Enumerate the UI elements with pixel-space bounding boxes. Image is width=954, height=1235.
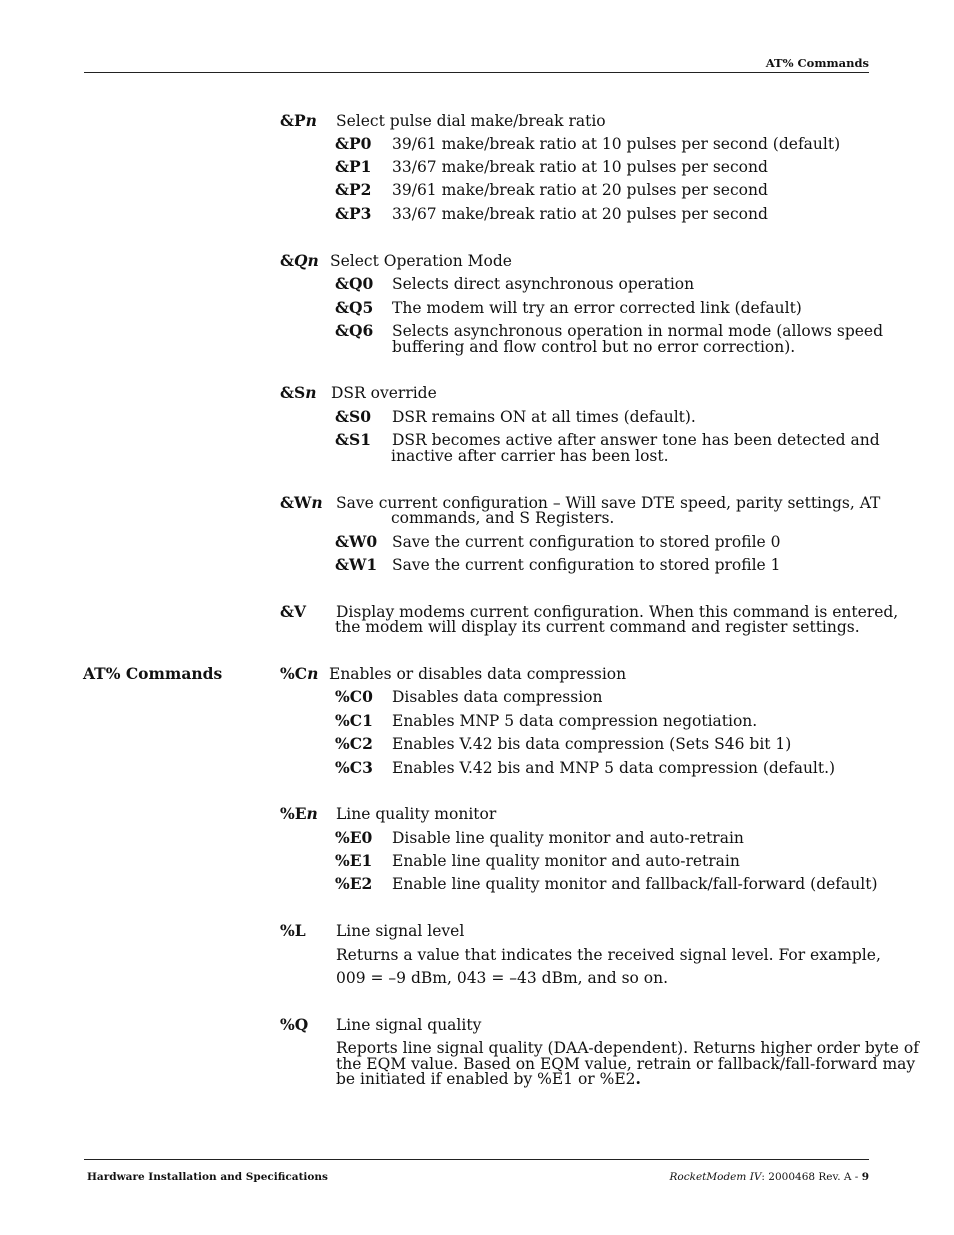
command-code: %L [280, 921, 306, 940]
command-desc-continuation: the modem will display its current command and register settings. [335, 618, 860, 636]
command-desc-continuation: commands, and S Registers. [391, 509, 615, 527]
command-code: %Q [280, 1015, 309, 1034]
section-label: AT% Commands [83, 664, 223, 683]
footer-title: Hardware Installation and Specifications [87, 1171, 328, 1183]
paragraph-line: Reports line signal quality (DAA-dependent). Returns higher order byte of [336, 1039, 919, 1057]
footer-rule [84, 1159, 869, 1160]
paragraph-line: Returns a value that indicates the received signal level. For example, [336, 946, 881, 964]
command-code: &V [280, 602, 307, 621]
paragraph-line: the EQM value. Based on EQM value, retrain or fallback/fall-forward may [336, 1055, 916, 1073]
command-desc: Select Operation Mode [330, 252, 512, 270]
command-code: &Qn [280, 251, 319, 270]
footer-page-info: RocketModem IV: 2000468 Rev. A - 9 [669, 1171, 869, 1183]
paragraph-line: be initiated if enabled by %E1 or %E2. [336, 1069, 641, 1088]
command-desc: Line signal quality [336, 1016, 482, 1034]
command-desc: Display modems current configuration. When this command is entered, [336, 603, 899, 621]
command-desc: Select pulse dial make/break ratio [336, 112, 606, 130]
command-desc: Save current configuration – Will save DTE speed, parity settings, AT [336, 494, 881, 512]
running-header: AT% Commands [765, 56, 869, 70]
command-code: &Wn [280, 493, 323, 512]
paragraph-line: 009 = –9 dBm, 043 = –43 dBm, and so on. [336, 969, 669, 987]
command-desc: Line signal level [336, 922, 465, 940]
command-code: &Pn [280, 111, 317, 130]
command-code: %Cn [280, 664, 319, 683]
command-desc: DSR override [331, 384, 437, 402]
command-desc: Line quality monitor [336, 805, 497, 823]
command-code: %En [280, 804, 318, 823]
header-rule [84, 72, 869, 73]
command-desc: Enables or disables data compression [329, 665, 627, 683]
command-code: &Sn [280, 383, 317, 402]
